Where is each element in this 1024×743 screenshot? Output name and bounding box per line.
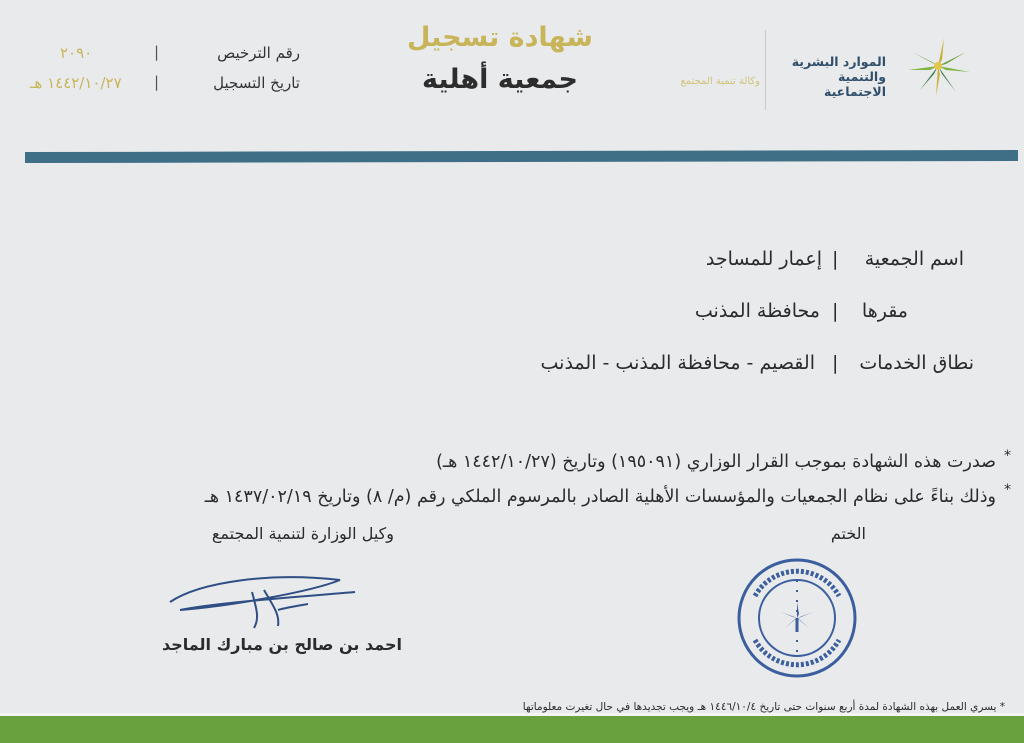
services-scope-value: القصيم - محافظة المذنب - المذنب — [540, 352, 815, 374]
services-scope-separator: | — [832, 352, 839, 374]
certificate-subtitle: جمعية أهلية — [422, 64, 578, 95]
footer-green-bar — [0, 716, 1024, 743]
ministry-logo — [898, 36, 978, 100]
seal-label: الختم — [830, 524, 866, 543]
ministry-name — [780, 54, 886, 99]
services-scope-label: نطاق الخدمات — [859, 352, 974, 374]
official-seal — [735, 556, 859, 680]
license-value: ٢٠٩٠ — [60, 44, 93, 62]
signature-icon — [160, 562, 360, 642]
ministry-logo-icon — [898, 36, 978, 100]
association-name-separator: | — [832, 248, 839, 270]
association-name-label: اسم الجمعية — [864, 248, 964, 270]
handwritten-signature — [160, 562, 360, 642]
registration-separator: | — [154, 73, 160, 91]
agent-title: وكيل الوزارة لتنمية المجتمع — [211, 524, 394, 543]
license-label: رقم الترخيص — [217, 44, 300, 62]
registration-label: تاريخ التسجيل — [213, 74, 300, 92]
ministry-name-line2: والتنمية الاجتماعية — [824, 69, 886, 99]
regulation-line: وذلك بناءً على نظام الجمعيات والمؤسسات الأهلية الصادر بالمرسوم الملكي رقم (م/ ٨) وتاريخ ١٤٣٧/٠٢/١٩ هـ — [204, 487, 996, 507]
headquarters-separator: | — [832, 300, 839, 322]
certificate-title: شهادة تسجيل — [407, 22, 593, 53]
agent-name: احمد بن صالح بن مبارك الماجد — [162, 635, 402, 654]
decision-line: صدرت هذه الشهادة بموجب القرار الوزاري (١٩٥٠٩١) وتاريخ (١٤٤٢/١٠/٢٧ هـ) — [436, 452, 996, 472]
line1-star: * — [1004, 448, 1011, 464]
ministry-subtitle: وكالة تنمية المجتمع — [680, 76, 760, 87]
headquarters-value: محافظة المذنب — [694, 300, 820, 322]
header-divider — [765, 30, 766, 110]
association-name-value: إعمار للمساجد — [705, 248, 822, 270]
registration-value: ١٤٤٢/١٠/٢٧ هـ — [30, 74, 122, 92]
validity-note: * يسري العمل بهذه الشهادة لمدة أربع سنوات حتى تاريخ ١٤٤٦/١٠/٤ هـ ويجب تجديدها في حال تغيرت معلوماتها — [522, 701, 1005, 713]
license-separator: | — [154, 43, 160, 61]
line2-star: * — [1004, 482, 1011, 498]
headquarters-label: مقرها — [861, 300, 908, 322]
header-rule — [25, 150, 1018, 163]
seal-icon — [735, 556, 859, 680]
ministry-name-line1: الموارد البشرية — [791, 54, 886, 69]
